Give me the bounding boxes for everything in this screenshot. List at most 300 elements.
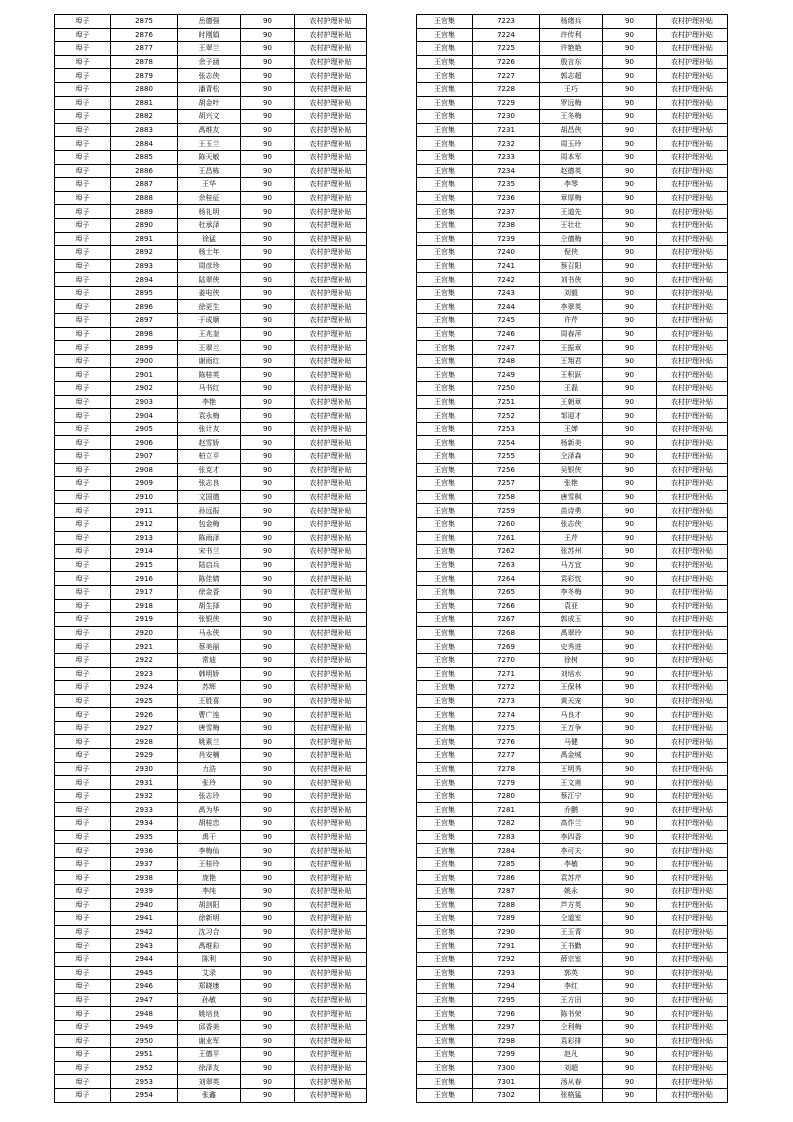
- subsidy-type-cell: 农村护理补贴: [295, 137, 367, 151]
- amount-cell: 90: [241, 721, 295, 735]
- subsidy-type-cell: 农村护理补贴: [657, 354, 728, 368]
- subsidy-type-cell: 农村护理补贴: [295, 1007, 367, 1021]
- town-cell: 王官集: [417, 463, 473, 477]
- amount-cell: 90: [603, 898, 657, 912]
- name-cell: 王婵: [540, 422, 603, 436]
- amount-cell: 90: [241, 885, 295, 899]
- subsidy-type-cell: 农村护理补贴: [657, 939, 728, 953]
- town-cell: 王官集: [417, 776, 473, 790]
- table-row: [417, 803, 728, 817]
- name-cell: 陈雨泽: [178, 531, 241, 545]
- table-row: [417, 96, 728, 110]
- table-row: [417, 545, 728, 559]
- town-cell: 王官集: [417, 246, 473, 260]
- table-row: [55, 1075, 367, 1089]
- id-cell: 7292: [473, 952, 540, 966]
- table-row: [417, 939, 728, 953]
- id-cell: 7256: [473, 463, 540, 477]
- id-cell: 2927: [111, 721, 178, 735]
- table-row: [417, 776, 728, 790]
- amount-cell: 90: [241, 395, 295, 409]
- name-cell: 赵雪娇: [178, 436, 241, 450]
- amount-cell: 90: [241, 82, 295, 96]
- town-cell: 王官集: [417, 42, 473, 56]
- table-row: [55, 885, 367, 899]
- id-cell: 2877: [111, 42, 178, 56]
- id-cell: 7234: [473, 164, 540, 178]
- table-row: [417, 463, 728, 477]
- id-cell: 2912: [111, 517, 178, 531]
- table-row: [55, 69, 367, 83]
- table-row: [417, 205, 728, 219]
- name-cell: 仝泽森: [540, 450, 603, 464]
- town-cell: 王官集: [417, 925, 473, 939]
- table-row: [55, 694, 367, 708]
- table-row: [55, 558, 367, 572]
- town-cell: 埠子: [55, 776, 111, 790]
- id-cell: 7243: [473, 286, 540, 300]
- id-cell: 2944: [111, 952, 178, 966]
- table-row: [417, 490, 728, 504]
- table-row: [55, 708, 367, 722]
- id-cell: 7235: [473, 178, 540, 192]
- amount-cell: 90: [603, 477, 657, 491]
- town-cell: 王官集: [417, 69, 473, 83]
- amount-cell: 90: [603, 354, 657, 368]
- subsidy-type-cell: 农村护理补贴: [295, 762, 367, 776]
- name-cell: 郭成玉: [540, 613, 603, 627]
- name-cell: 禹维彩: [178, 939, 241, 953]
- amount-cell: 90: [241, 300, 295, 314]
- amount-cell: 90: [603, 450, 657, 464]
- id-cell: 7288: [473, 898, 540, 912]
- amount-cell: 90: [603, 572, 657, 586]
- town-cell: 埠子: [55, 545, 111, 559]
- id-cell: 2921: [111, 640, 178, 654]
- id-cell: 2879: [111, 69, 178, 83]
- subsidy-type-cell: 农村护理补贴: [657, 409, 728, 423]
- table-row: [417, 749, 728, 763]
- amount-cell: 90: [241, 205, 295, 219]
- name-cell: 王芹: [540, 531, 603, 545]
- amount-cell: 90: [241, 980, 295, 994]
- name-cell: 杨新美: [540, 436, 603, 450]
- table-row: [55, 640, 367, 654]
- right-subsidy-table: [416, 14, 728, 1103]
- subsidy-type-cell: 农村护理补贴: [295, 776, 367, 790]
- town-cell: 埠子: [55, 409, 111, 423]
- town-cell: 王官集: [417, 640, 473, 654]
- amount-cell: 90: [603, 150, 657, 164]
- id-cell: 7240: [473, 246, 540, 260]
- name-cell: 刘超: [540, 1061, 603, 1075]
- amount-cell: 90: [241, 436, 295, 450]
- subsidy-type-cell: 农村护理补贴: [295, 898, 367, 912]
- amount-cell: 90: [241, 803, 295, 817]
- town-cell: 埠子: [55, 667, 111, 681]
- subsidy-type-cell: 农村护理补贴: [657, 572, 728, 586]
- amount-cell: 90: [603, 545, 657, 559]
- name-cell: 陈佳婧: [178, 572, 241, 586]
- name-cell: 周春萍: [540, 327, 603, 341]
- name-cell: 袁苏芹: [540, 871, 603, 885]
- town-cell: 埠子: [55, 844, 111, 858]
- subsidy-type-cell: 农村护理补贴: [295, 572, 367, 586]
- town-cell: 埠子: [55, 613, 111, 627]
- subsidy-type-cell: 农村护理补贴: [657, 205, 728, 219]
- table-row: [417, 150, 728, 164]
- town-cell: 王官集: [417, 96, 473, 110]
- name-cell: 罗远梅: [540, 96, 603, 110]
- table-row: [417, 1007, 728, 1021]
- subsidy-type-cell: 农村护理补贴: [295, 259, 367, 273]
- name-cell: 王壮壮: [540, 218, 603, 232]
- name-cell: 李纯: [178, 885, 241, 899]
- amount-cell: 90: [241, 613, 295, 627]
- amount-cell: 90: [603, 314, 657, 328]
- subsidy-type-cell: 农村护理补贴: [295, 55, 367, 69]
- town-cell: 王官集: [417, 558, 473, 572]
- table-row: [417, 912, 728, 926]
- town-cell: 王官集: [417, 585, 473, 599]
- name-cell: 余桂征: [178, 191, 241, 205]
- table-row: [417, 246, 728, 260]
- id-cell: 2908: [111, 463, 178, 477]
- name-cell: 张克才: [178, 463, 241, 477]
- town-cell: 埠子: [55, 966, 111, 980]
- table-row: [55, 504, 367, 518]
- subsidy-type-cell: 农村护理补贴: [657, 1020, 728, 1034]
- amount-cell: 90: [241, 1075, 295, 1089]
- id-cell: 7270: [473, 653, 540, 667]
- id-cell: 7231: [473, 123, 540, 137]
- name-cell: 禹干: [178, 830, 241, 844]
- town-cell: 埠子: [55, 885, 111, 899]
- subsidy-type-cell: 农村护理补贴: [657, 123, 728, 137]
- table-row: [417, 572, 728, 586]
- id-cell: 7263: [473, 558, 540, 572]
- id-cell: 2933: [111, 803, 178, 817]
- name-cell: 刘翠英: [178, 1075, 241, 1089]
- town-cell: 王官集: [417, 871, 473, 885]
- id-cell: 2949: [111, 1020, 178, 1034]
- table-row: [55, 966, 367, 980]
- table-row: [55, 912, 367, 926]
- table-row: [55, 980, 367, 994]
- table-row: [55, 1020, 367, 1034]
- table-row: [55, 164, 367, 178]
- town-cell: 埠子: [55, 96, 111, 110]
- id-cell: 7261: [473, 531, 540, 545]
- name-cell: 包金梅: [178, 517, 241, 531]
- subsidy-type-cell: 农村护理补贴: [657, 871, 728, 885]
- name-cell: 潘青松: [178, 82, 241, 96]
- town-cell: 王官集: [417, 55, 473, 69]
- subsidy-type-cell: 农村护理补贴: [295, 150, 367, 164]
- table-row: [417, 721, 728, 735]
- town-cell: 王官集: [417, 667, 473, 681]
- table-row: [55, 626, 367, 640]
- table-row: [417, 15, 728, 29]
- amount-cell: 90: [603, 694, 657, 708]
- name-cell: 李琴: [540, 178, 603, 192]
- table-row: [417, 327, 728, 341]
- town-cell: 王官集: [417, 1088, 473, 1102]
- name-cell: 马良才: [540, 708, 603, 722]
- amount-cell: 90: [241, 871, 295, 885]
- id-cell: 2891: [111, 232, 178, 246]
- amount-cell: 90: [603, 504, 657, 518]
- table-row: [417, 1048, 728, 1062]
- subsidy-type-cell: 农村护理补贴: [657, 857, 728, 871]
- town-cell: 埠子: [55, 341, 111, 355]
- town-cell: 埠子: [55, 490, 111, 504]
- id-cell: 2910: [111, 490, 178, 504]
- name-cell: 时刚娟: [178, 28, 241, 42]
- table-row: [55, 368, 367, 382]
- id-cell: 7254: [473, 436, 540, 450]
- town-cell: 王官集: [417, 314, 473, 328]
- table-row: [55, 205, 367, 219]
- id-cell: 7265: [473, 585, 540, 599]
- id-cell: 2907: [111, 450, 178, 464]
- name-cell: 苏辉: [178, 681, 241, 695]
- town-cell: 埠子: [55, 395, 111, 409]
- name-cell: 刘毅: [540, 286, 603, 300]
- id-cell: 7224: [473, 28, 540, 42]
- amount-cell: 90: [603, 857, 657, 871]
- subsidy-type-cell: 农村护理补贴: [657, 952, 728, 966]
- table-row: [417, 69, 728, 83]
- name-cell: 王道先: [540, 205, 603, 219]
- town-cell: 埠子: [55, 857, 111, 871]
- town-cell: 王官集: [417, 694, 473, 708]
- table-row: [55, 789, 367, 803]
- amount-cell: 90: [241, 42, 295, 56]
- id-cell: 7251: [473, 395, 540, 409]
- town-cell: 王官集: [417, 1034, 473, 1048]
- subsidy-type-cell: 农村护理补贴: [295, 817, 367, 831]
- town-cell: 王官集: [417, 273, 473, 287]
- amount-cell: 90: [603, 599, 657, 613]
- name-cell: 张计友: [178, 422, 241, 436]
- town-cell: 埠子: [55, 150, 111, 164]
- town-cell: 王官集: [417, 368, 473, 382]
- subsidy-type-cell: 农村护理补贴: [295, 545, 367, 559]
- id-cell: 2885: [111, 150, 178, 164]
- town-cell: 王官集: [417, 721, 473, 735]
- name-cell: 蔡江宁: [540, 789, 603, 803]
- name-cell: 王翔君: [540, 354, 603, 368]
- id-cell: 7282: [473, 817, 540, 831]
- subsidy-type-cell: 农村护理补贴: [657, 1048, 728, 1062]
- subsidy-type-cell: 农村护理补贴: [295, 844, 367, 858]
- town-cell: 埠子: [55, 504, 111, 518]
- table-row: [55, 96, 367, 110]
- amount-cell: 90: [603, 164, 657, 178]
- table-row: [55, 28, 367, 42]
- amount-cell: 90: [603, 246, 657, 260]
- subsidy-type-cell: 农村护理补贴: [657, 259, 728, 273]
- name-cell: 宋书兰: [178, 545, 241, 559]
- subsidy-type-cell: 农村护理补贴: [295, 613, 367, 627]
- town-cell: 王官集: [417, 123, 473, 137]
- table-row: [417, 585, 728, 599]
- table-row: [55, 898, 367, 912]
- town-cell: 埠子: [55, 735, 111, 749]
- subsidy-type-cell: 农村护理补贴: [657, 463, 728, 477]
- town-cell: 埠子: [55, 939, 111, 953]
- amount-cell: 90: [603, 939, 657, 953]
- name-cell: 许芹: [540, 314, 603, 328]
- amount-cell: 90: [241, 558, 295, 572]
- subsidy-type-cell: 农村护理补贴: [295, 830, 367, 844]
- town-cell: 埠子: [55, 925, 111, 939]
- id-cell: 2935: [111, 830, 178, 844]
- town-cell: 埠子: [55, 232, 111, 246]
- town-cell: 埠子: [55, 450, 111, 464]
- amount-cell: 90: [241, 28, 295, 42]
- table-row: [417, 694, 728, 708]
- table-row: [417, 830, 728, 844]
- id-cell: 2943: [111, 939, 178, 953]
- amount-cell: 90: [241, 1088, 295, 1102]
- table-row: [55, 993, 367, 1007]
- town-cell: 王官集: [417, 857, 473, 871]
- id-cell: 7242: [473, 273, 540, 287]
- id-cell: 7278: [473, 762, 540, 776]
- name-cell: 仝德梅: [540, 232, 603, 246]
- subsidy-type-cell: 农村护理补贴: [295, 681, 367, 695]
- amount-cell: 90: [241, 1007, 295, 1021]
- id-cell: 7279: [473, 776, 540, 790]
- subsidy-type-cell: 农村护理补贴: [657, 96, 728, 110]
- id-cell: 7284: [473, 844, 540, 858]
- name-cell: 马健: [540, 735, 603, 749]
- town-cell: 王官集: [417, 912, 473, 926]
- town-cell: 埠子: [55, 436, 111, 450]
- name-cell: 袁彩忱: [540, 572, 603, 586]
- subsidy-type-cell: 农村护理补贴: [295, 82, 367, 96]
- town-cell: 王官集: [417, 286, 473, 300]
- id-cell: 2953: [111, 1075, 178, 1089]
- town-cell: 王官集: [417, 28, 473, 42]
- id-cell: 7237: [473, 205, 540, 219]
- amount-cell: 90: [241, 857, 295, 871]
- town-cell: 埠子: [55, 314, 111, 328]
- amount-cell: 90: [241, 844, 295, 858]
- name-cell: 刘书侠: [540, 273, 603, 287]
- amount-cell: 90: [603, 749, 657, 763]
- amount-cell: 90: [603, 762, 657, 776]
- id-cell: 7271: [473, 667, 540, 681]
- id-cell: 7264: [473, 572, 540, 586]
- amount-cell: 90: [603, 205, 657, 219]
- table-row: [417, 844, 728, 858]
- name-cell: 仝利梅: [540, 1020, 603, 1034]
- amount-cell: 90: [241, 749, 295, 763]
- id-cell: 2945: [111, 966, 178, 980]
- id-cell: 2889: [111, 205, 178, 219]
- name-cell: 周玉玲: [540, 137, 603, 151]
- subsidy-type-cell: 农村护理补贴: [295, 708, 367, 722]
- subsidy-type-cell: 农村护理补贴: [657, 1088, 728, 1102]
- name-cell: 张志侠: [540, 517, 603, 531]
- table-row: [55, 436, 367, 450]
- id-cell: 7302: [473, 1088, 540, 1102]
- name-cell: 高作兰: [540, 817, 603, 831]
- table-row: [55, 939, 367, 953]
- id-cell: 7277: [473, 749, 540, 763]
- amount-cell: 90: [603, 436, 657, 450]
- amount-cell: 90: [241, 585, 295, 599]
- subsidy-type-cell: 农村护理补贴: [657, 164, 728, 178]
- name-cell: 王德平: [178, 1048, 241, 1062]
- id-cell: 2947: [111, 993, 178, 1007]
- name-cell: 于成顺: [178, 314, 241, 328]
- name-cell: 王文甫: [540, 776, 603, 790]
- town-cell: 王官集: [417, 341, 473, 355]
- amount-cell: 90: [603, 259, 657, 273]
- id-cell: 2878: [111, 55, 178, 69]
- subsidy-type-cell: 农村护理补贴: [657, 490, 728, 504]
- table-row: [417, 626, 728, 640]
- name-cell: 禹维友: [178, 123, 241, 137]
- town-cell: 埠子: [55, 749, 111, 763]
- table-row: [417, 681, 728, 695]
- amount-cell: 90: [603, 463, 657, 477]
- table-row: [417, 82, 728, 96]
- id-cell: 2884: [111, 137, 178, 151]
- table-row: [55, 395, 367, 409]
- amount-cell: 90: [603, 925, 657, 939]
- id-cell: 7249: [473, 368, 540, 382]
- id-cell: 2902: [111, 382, 178, 396]
- name-cell: 徐泽友: [178, 1061, 241, 1075]
- town-cell: 王官集: [417, 1007, 473, 1021]
- table-row: [417, 477, 728, 491]
- id-cell: 7233: [473, 150, 540, 164]
- table-row: [55, 463, 367, 477]
- amount-cell: 90: [603, 708, 657, 722]
- town-cell: 埠子: [55, 368, 111, 382]
- name-cell: 王玉青: [540, 925, 603, 939]
- town-cell: 王官集: [417, 354, 473, 368]
- town-cell: 王官集: [417, 382, 473, 396]
- amount-cell: 90: [241, 354, 295, 368]
- subsidy-type-cell: 农村护理补贴: [295, 232, 367, 246]
- subsidy-type-cell: 农村护理补贴: [295, 1088, 367, 1102]
- amount-cell: 90: [603, 69, 657, 83]
- town-cell: 王官集: [417, 110, 473, 124]
- amount-cell: 90: [241, 191, 295, 205]
- amount-cell: 90: [241, 368, 295, 382]
- name-cell: 岳德强: [178, 15, 241, 29]
- town-cell: 王官集: [417, 830, 473, 844]
- table-row: [55, 817, 367, 831]
- name-cell: 王朝章: [540, 395, 603, 409]
- town-cell: 王官集: [417, 749, 473, 763]
- name-cell: 李红: [540, 980, 603, 994]
- name-cell: 王华: [178, 178, 241, 192]
- town-cell: 王官集: [417, 939, 473, 953]
- amount-cell: 90: [241, 762, 295, 776]
- amount-cell: 90: [603, 1007, 657, 1021]
- subsidy-type-cell: 农村护理补贴: [295, 218, 367, 232]
- subsidy-type-cell: 农村护理补贴: [295, 354, 367, 368]
- town-cell: 王官集: [417, 789, 473, 803]
- subsidy-type-cell: 农村护理补贴: [295, 1020, 367, 1034]
